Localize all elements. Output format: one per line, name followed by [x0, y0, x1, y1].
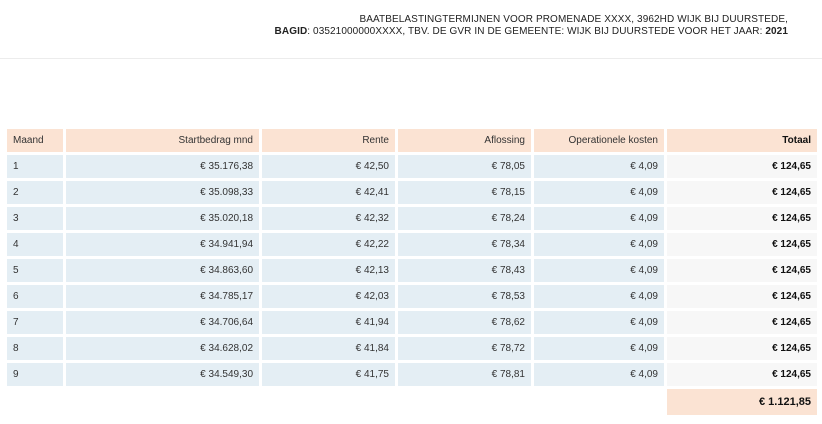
table-row: [7, 311, 817, 334]
cell-rente: € 42,22: [262, 233, 395, 256]
cell-operationele-kosten: € 4,09: [534, 337, 664, 360]
payment-schedule-table: [4, 126, 820, 418]
cell-startbedrag: € 34.941,94: [66, 233, 259, 256]
cell-aflossing: € 78,24: [398, 207, 531, 230]
grand-total-cell: € 1.121,85: [667, 389, 817, 415]
cell-startbedrag: € 35.098,33: [66, 181, 259, 204]
cell-aflossing: € 78,53: [398, 285, 531, 308]
bagid-label: BAGID: [274, 26, 308, 37]
cell-maand: 6: [7, 285, 63, 308]
header-line-2-text: : 03521000000XXXX, TBV. DE GVR IN DE GEMEENTE: WIJK BIJ DUURSTEDE VOOR HET JAAR:: [307, 26, 766, 37]
cell-maand: 8: [7, 337, 63, 360]
cell-operationele-kosten: € 4,09: [534, 311, 664, 334]
table-row: [7, 337, 817, 360]
cell-maand: 1: [7, 155, 63, 178]
table-row: [7, 363, 817, 386]
cell-aflossing: € 78,43: [398, 259, 531, 282]
grand-total-spacer: [7, 389, 664, 415]
cell-aflossing: € 78,05: [398, 155, 531, 178]
cell-maand: 2: [7, 181, 63, 204]
grand-total-row: [7, 389, 817, 415]
document-header: [28, 14, 788, 38]
cell-maand: 5: [7, 259, 63, 282]
cell-maand: 7: [7, 311, 63, 334]
cell-operationele-kosten: € 4,09: [534, 181, 664, 204]
cell-operationele-kosten: € 4,09: [534, 233, 664, 256]
cell-totaal: € 124,65: [667, 207, 817, 230]
cell-startbedrag: € 35.176,38: [66, 155, 259, 178]
cell-rente: € 42,13: [262, 259, 395, 282]
table-row: [7, 233, 817, 256]
cell-operationele-kosten: € 4,09: [534, 155, 664, 178]
table-row: [7, 259, 817, 282]
header-line-1: BAATBELASTINGTERMIJNEN VOOR PROMENADE XXXX, 3962HD WIJK BIJ DUURSTEDE,: [359, 14, 788, 25]
cell-aflossing: € 78,81: [398, 363, 531, 386]
cell-totaal: € 124,65: [667, 337, 817, 360]
cell-aflossing: € 78,62: [398, 311, 531, 334]
cell-totaal: € 124,65: [667, 311, 817, 334]
cell-rente: € 42,50: [262, 155, 395, 178]
cell-maand: 4: [7, 233, 63, 256]
cell-totaal: € 124,65: [667, 181, 817, 204]
cell-totaal: € 124,65: [667, 363, 817, 386]
cell-aflossing: € 78,34: [398, 233, 531, 256]
cell-rente: € 41,84: [262, 337, 395, 360]
cell-rente: € 41,94: [262, 311, 395, 334]
table-header-row: [7, 129, 817, 152]
cell-startbedrag: € 34.863,60: [66, 259, 259, 282]
column-header-maand: Maand: [7, 129, 63, 152]
cell-startbedrag: € 34.706,64: [66, 311, 259, 334]
table-body: [7, 155, 817, 415]
header-line-2: [28, 26, 788, 38]
cell-maand: 3: [7, 207, 63, 230]
cell-operationele-kosten: € 4,09: [534, 285, 664, 308]
cell-rente: € 42,41: [262, 181, 395, 204]
header-year: 2021: [765, 26, 788, 37]
cell-startbedrag: € 34.549,30: [66, 363, 259, 386]
table-row: [7, 207, 817, 230]
column-header-rente: Rente: [262, 129, 395, 152]
column-header-totaal: Totaal: [667, 129, 817, 152]
table-row: [7, 285, 817, 308]
cell-startbedrag: € 34.628,02: [66, 337, 259, 360]
cell-totaal: € 124,65: [667, 155, 817, 178]
column-header-operationele-kosten: Operationele kosten: [534, 129, 664, 152]
cell-startbedrag: € 34.785,17: [66, 285, 259, 308]
column-header-aflossing: Aflossing: [398, 129, 531, 152]
cell-aflossing: € 78,72: [398, 337, 531, 360]
cell-totaal: € 124,65: [667, 285, 817, 308]
cell-totaal: € 124,65: [667, 233, 817, 256]
table-row: [7, 155, 817, 178]
cell-operationele-kosten: € 4,09: [534, 363, 664, 386]
table-row: [7, 181, 817, 204]
cell-maand: 9: [7, 363, 63, 386]
cell-rente: € 42,03: [262, 285, 395, 308]
cell-operationele-kosten: € 4,09: [534, 207, 664, 230]
header-divider: [0, 58, 822, 59]
cell-rente: € 42,32: [262, 207, 395, 230]
cell-aflossing: € 78,15: [398, 181, 531, 204]
cell-startbedrag: € 35.020,18: [66, 207, 259, 230]
cell-rente: € 41,75: [262, 363, 395, 386]
cell-operationele-kosten: € 4,09: [534, 259, 664, 282]
column-header-startbedrag: Startbedrag mnd: [66, 129, 259, 152]
cell-totaal: € 124,65: [667, 259, 817, 282]
